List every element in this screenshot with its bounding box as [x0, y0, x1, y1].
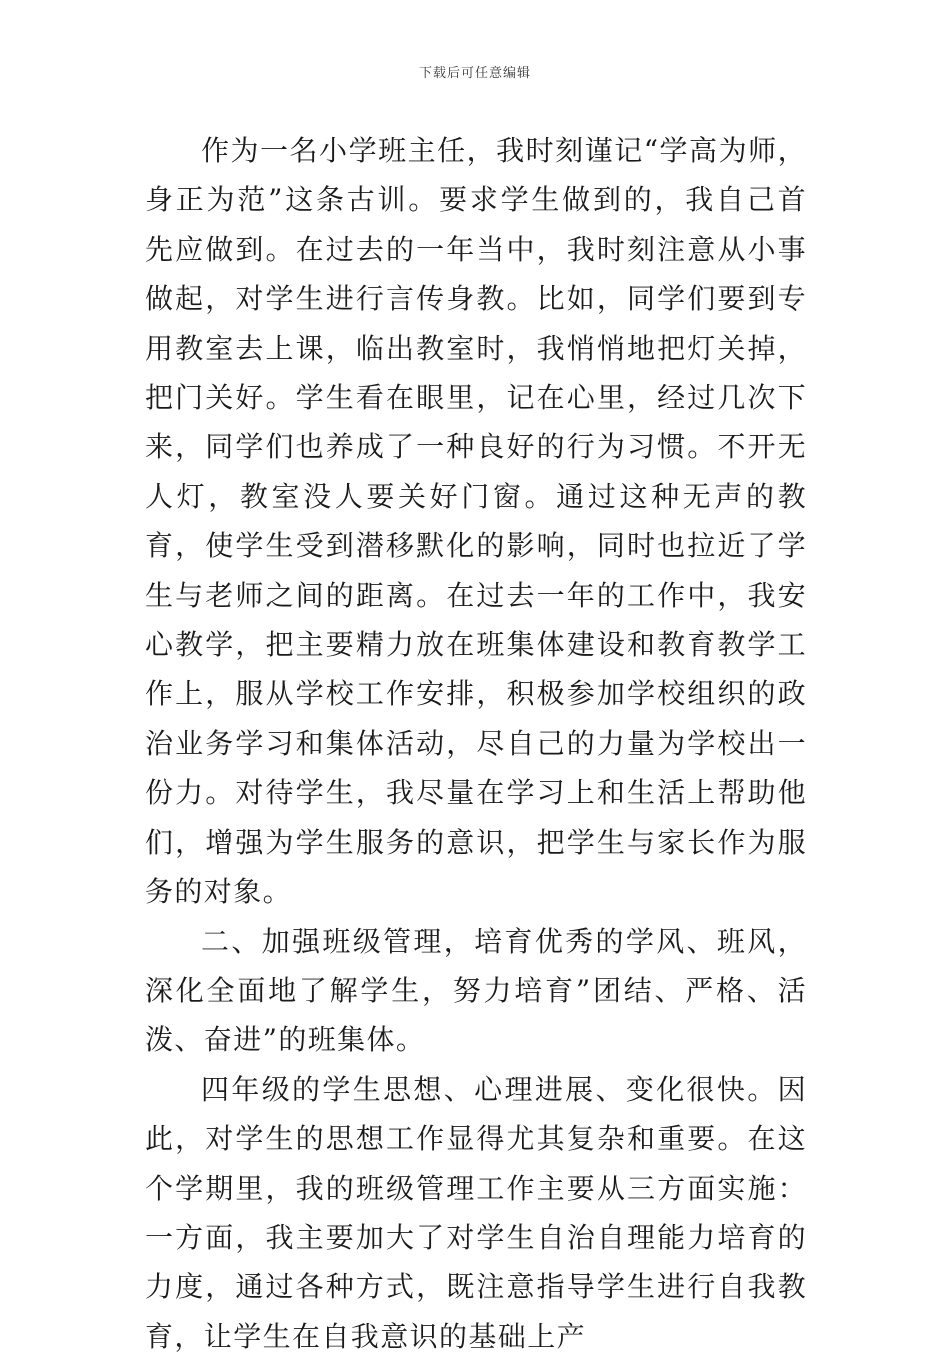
document-body — [145, 126, 807, 1361]
paragraph-class-management-heading: 二、加强班级管理，培育优秀的学风、班风，深化全面地了解学生，努力培育”团结、严格、活泼、奋进”的班集体。 — [145, 924, 807, 1057]
paragraph-fourth-grade: 四年级的学生思想、心理进展、变化很快。因此，对学生的思想工作显得尤其复杂和重要。在这个学期里，我的班级管理工作主要从三方面实施：一方面，我主要加大了对学生自治自理能力培育的力度，通过各种方式，既注意指导学生进行自我教育，让学生在自我意识的基础上产 — [145, 1072, 807, 1353]
page-header: 下载后可任意编辑 — [418, 66, 531, 81]
paragraph-role-model: 作为一名小学班主任，我时刻谨记“学高为师，身正为范”这条古训。要求学生做到的，我自己首先应做到。在过去的一年当中，我时刻注意从小事做起，对学生进行言传身教。比如，同学们要到专用教室去上课，临出教室时，我悄悄地把灯关掉，把门关好。学生看在眼里，记在心里，经过几次下来，同学们也养成了一种良好的行为习惯。不开无人灯，教室没人要关好门窗。通过这种无声的教育，使学生受到潜移默化的影响，同时也拉近了学生与老师之间的距离。在过去一年的工作中，我安心教学，把主要精力放在班集体建设和教育教学工作上，服从学校工作安排，积极参加学校组织的政治业务学习和集体活动，尽自己的力量为学校出一份力。对待学生，我尽量在学习上和生活上帮助他们，增强为学生服务的意识，把学生与家长作为服务的对象。 — [145, 134, 807, 909]
